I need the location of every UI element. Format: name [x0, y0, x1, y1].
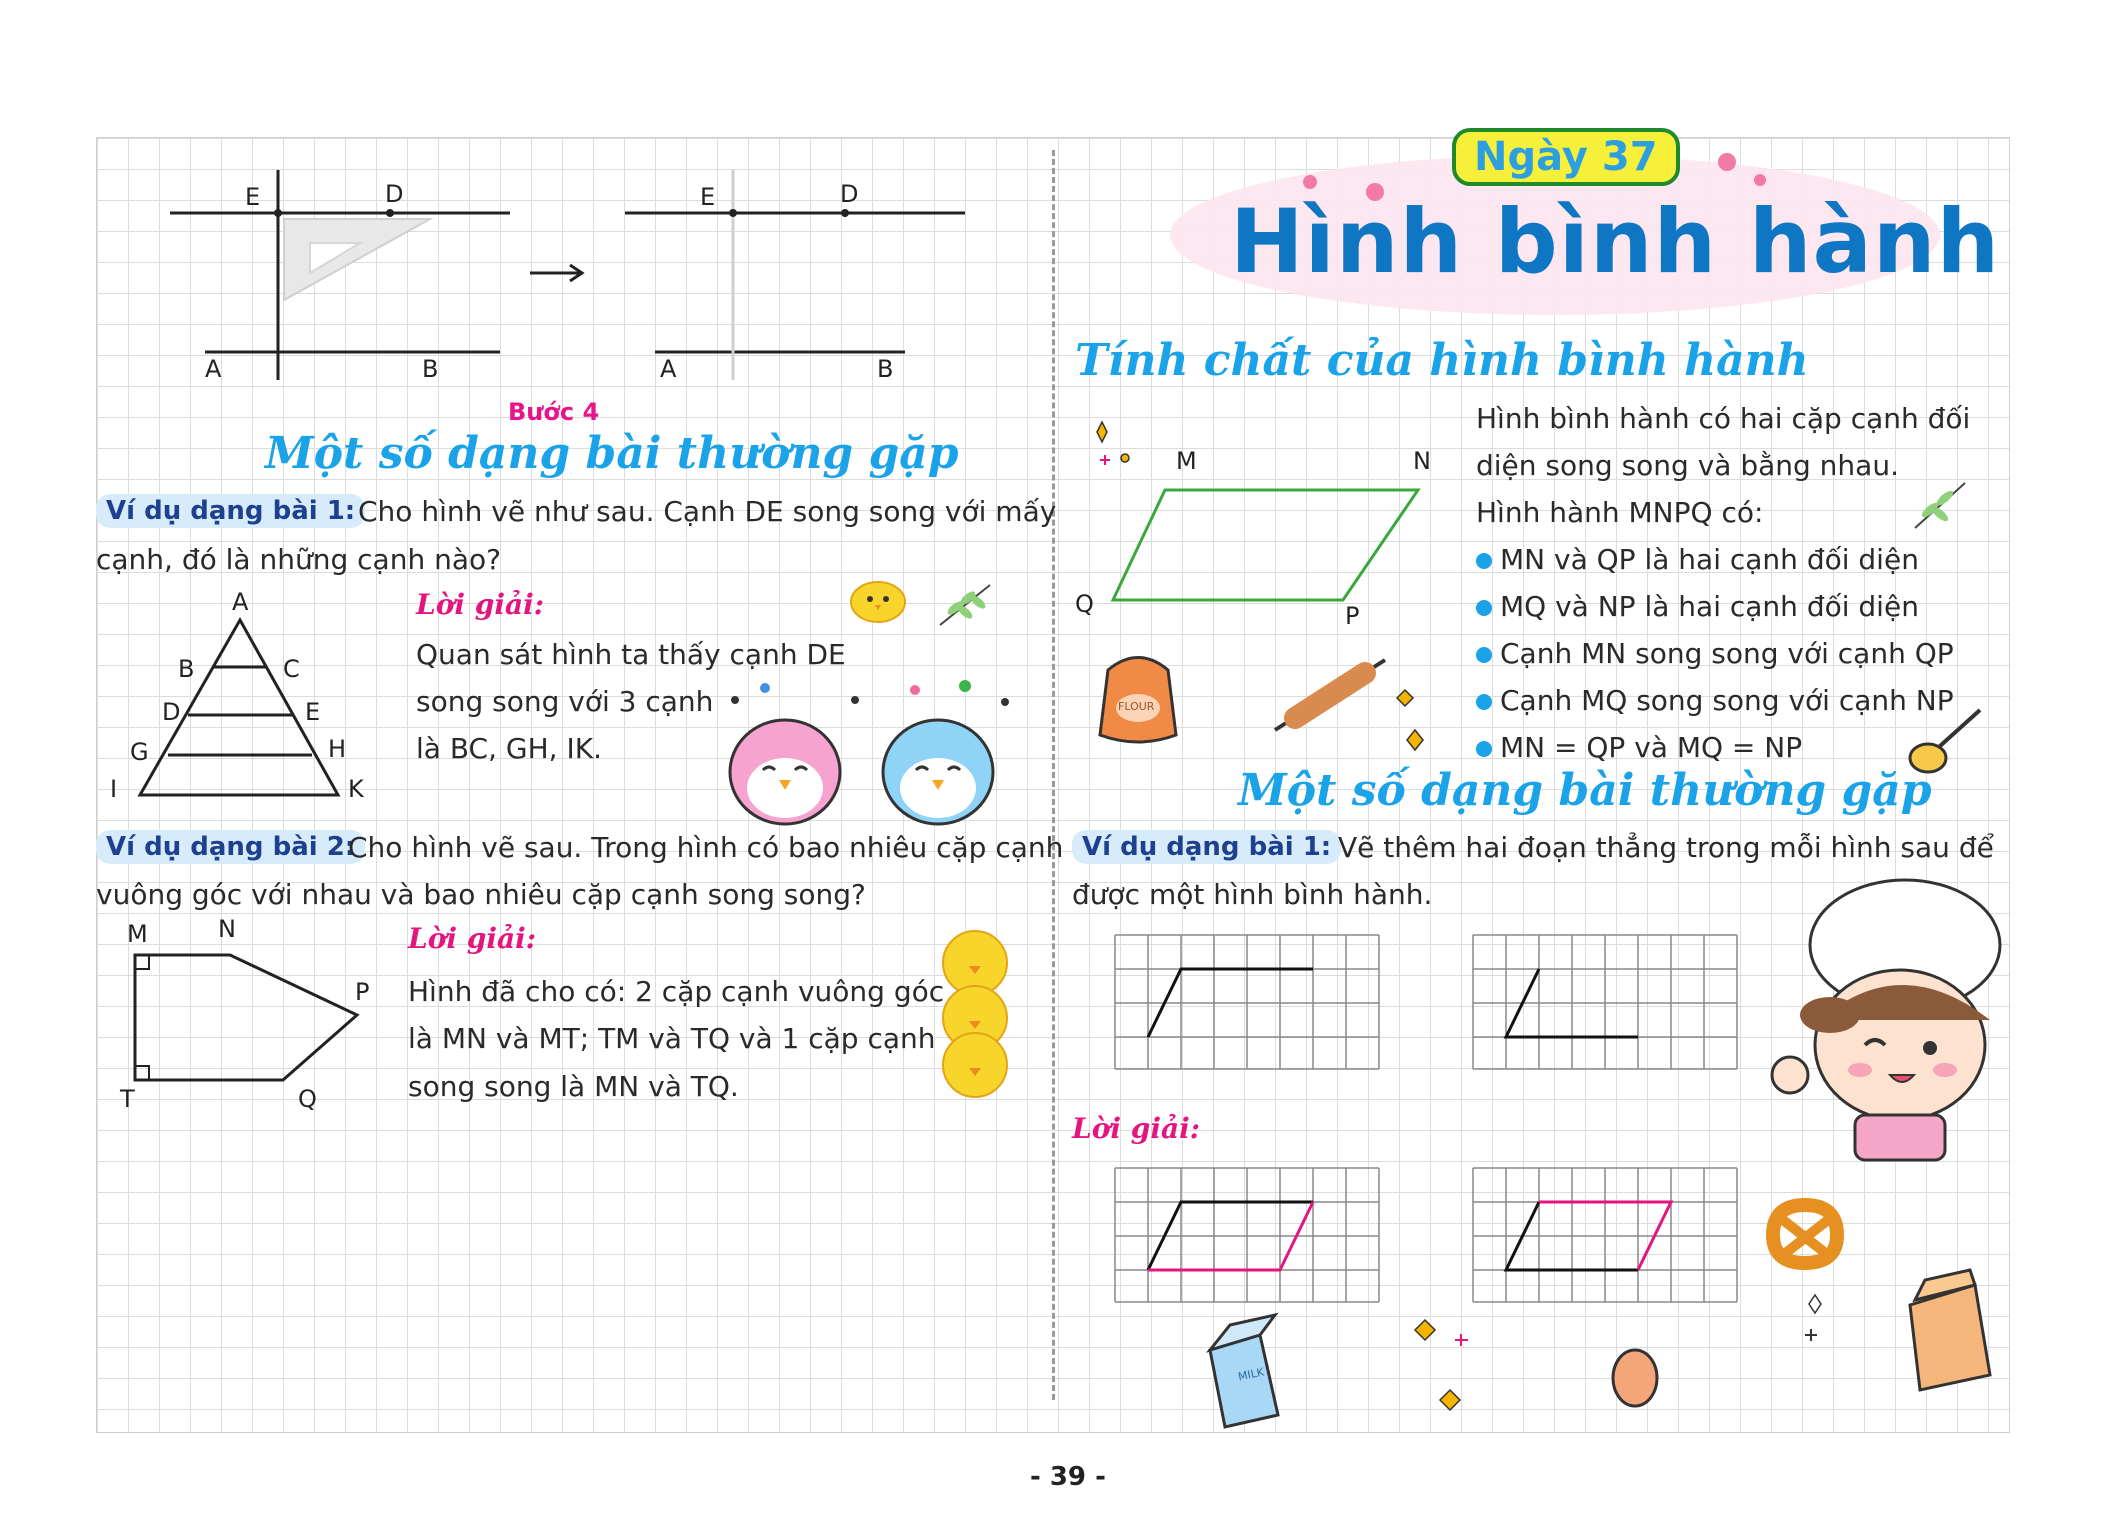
tri-label-k: K	[348, 775, 364, 803]
bullet-dot-icon	[1476, 647, 1492, 663]
property-title: Tính chất của hình bình hành	[1075, 335, 1809, 386]
page-divider	[1052, 150, 1055, 1400]
rolling-pin-icon	[1265, 650, 1395, 740]
pent-label-t: T	[120, 1085, 135, 1113]
left-ex1-sol3: là BC, GH, IK.	[416, 732, 602, 765]
bullet-dot-icon	[1476, 694, 1492, 710]
left-ex2-sol1: Hình đã cho có: 2 cặp cạnh vuông góc	[408, 975, 945, 1008]
right-ex1-line2: được một hình bình hành.	[1072, 878, 1433, 911]
tri-label-i: I	[110, 775, 118, 803]
pent-label-n: N	[218, 915, 236, 943]
label-a2: A	[660, 355, 677, 383]
flower-icon-right	[1712, 150, 1772, 190]
sparkle-icon-3	[1795, 1290, 1845, 1350]
left-ex1-tag: Ví dụ dạng bài 1:	[96, 494, 365, 528]
bullet-text: MQ và NP là hai cạnh đối diện	[1500, 590, 1919, 623]
bullet-item	[1476, 590, 1919, 623]
sparkle-icon-4	[1410, 1315, 1480, 1415]
left-ex2-sol2: là MN và MT; TM và TQ và 1 cặp cạnh	[408, 1022, 936, 1055]
para-label-m: M	[1176, 447, 1197, 475]
bullet-item	[1476, 684, 1954, 717]
bullet-text: Cạnh MQ song song với cạnh NP	[1500, 684, 1954, 717]
left-ex1-sol2: song song với 3 cạnh	[416, 685, 714, 718]
bullet-item	[1476, 731, 1802, 764]
para-label-q: Q	[1075, 590, 1094, 618]
exercise-grid-2	[1473, 935, 1739, 1071]
label-e2: E	[700, 183, 716, 211]
day-badge: Ngày 37	[1452, 128, 1680, 186]
tri-label-d: D	[162, 698, 181, 726]
left-ex2-sol3: song song là MN và TQ.	[408, 1070, 739, 1103]
solution-grid-2	[1473, 1168, 1739, 1304]
left-ex2-solution-label: Lời giải:	[408, 922, 537, 955]
left-ex1-solution-label: Lời giải:	[416, 588, 545, 621]
milk-label: MILK	[1236, 1365, 1266, 1384]
page-number: - 39 -	[1030, 1462, 1106, 1492]
right-section-title: Một số dạng bài thường gặp	[1238, 765, 1932, 816]
paper-bag-icon	[1895, 1275, 1995, 1395]
parallelogram-figure	[1105, 480, 1435, 610]
label-e1: E	[245, 183, 261, 211]
sparkle-icon	[1090, 420, 1150, 480]
bullet-text: MN và QP là hai cạnh đối diện	[1500, 543, 1919, 576]
label-b1: B	[422, 355, 439, 383]
tri-label-e: E	[305, 698, 321, 726]
chef-girl-icon	[1760, 870, 2010, 1170]
tri-label-g: G	[130, 738, 149, 766]
solution-grid-1	[1115, 1168, 1381, 1304]
left-ex1-line2: cạnh, đó là những cạnh nào?	[96, 543, 501, 576]
right-para3: Hình hành MNPQ có:	[1476, 496, 1764, 529]
left-ex2-line2: vuông góc với nhau và bao nhiêu cặp cạnh song song?	[96, 878, 866, 911]
exercise-grid-1	[1115, 935, 1381, 1071]
pentagon-figure	[125, 945, 375, 1095]
leaf-sprig-icon-right	[1910, 478, 1970, 533]
leaf-sprig-icon	[935, 580, 995, 630]
pent-label-p: P	[355, 978, 370, 1006]
right-ex1-line1: Vẽ thêm hai đoạn thẳng trong mỗi hình sau để	[1338, 831, 1994, 864]
tri-label-h: H	[328, 735, 347, 763]
egg-icon	[1605, 1340, 1665, 1410]
tri-label-b: B	[178, 655, 195, 683]
right-ex1-solution-label: Lời giải:	[1072, 1112, 1201, 1145]
label-b2: B	[877, 355, 894, 383]
step-label: Bước 4	[508, 398, 600, 426]
flour-label: FLOUR	[1118, 700, 1155, 713]
para-label-n: N	[1413, 447, 1431, 475]
bullet-dot-icon	[1476, 553, 1492, 569]
sparkle-dots-icon	[725, 680, 1025, 720]
lesson-title: Hình bình hành	[1230, 190, 2001, 293]
bullet-dot-icon	[1476, 600, 1492, 616]
left-ex1-sol1: Quan sát hình ta thấy cạnh DE	[416, 638, 846, 671]
left-section-title: Một số dạng bài thường gặp	[265, 428, 959, 479]
bullet-dot-icon	[1476, 741, 1492, 757]
pent-label-q: Q	[298, 1085, 317, 1113]
label-d2: D	[840, 180, 859, 208]
chick-icon	[848, 575, 908, 625]
stacked-chicks-icon	[935, 930, 1015, 1100]
para-label-p: P	[1345, 602, 1360, 630]
tri-label-c: C	[283, 655, 300, 683]
right-ex1-tag: Ví dụ dạng bài 1:	[1072, 830, 1341, 864]
tri-label-a: A	[232, 588, 249, 616]
bullet-item	[1476, 543, 1919, 576]
bullet-text: MN = QP và MQ = NP	[1500, 731, 1803, 764]
label-d1: D	[385, 180, 404, 208]
right-para2: diện song song và bằng nhau.	[1476, 449, 1899, 482]
left-ex2-line1: Cho hình vẽ sau. Trong hình có bao nhiêu cặp cạnh	[348, 831, 1064, 864]
left-ex1-line1: Cho hình vẽ như sau. Cạnh DE song song với mấy	[358, 495, 1057, 528]
right-para1: Hình bình hành có hai cặp cạnh đối	[1476, 402, 1971, 435]
bullet-item	[1476, 637, 1954, 670]
bullet-text: Cạnh MN song song với cạnh QP	[1500, 637, 1954, 670]
sparkle-icon-2	[1395, 680, 1455, 760]
pretzel-icon	[1758, 1195, 1853, 1275]
pent-label-m: M	[127, 920, 148, 948]
label-a1: A	[205, 355, 222, 383]
left-ex2-tag: Ví dụ dạng bài 2:	[96, 830, 365, 864]
